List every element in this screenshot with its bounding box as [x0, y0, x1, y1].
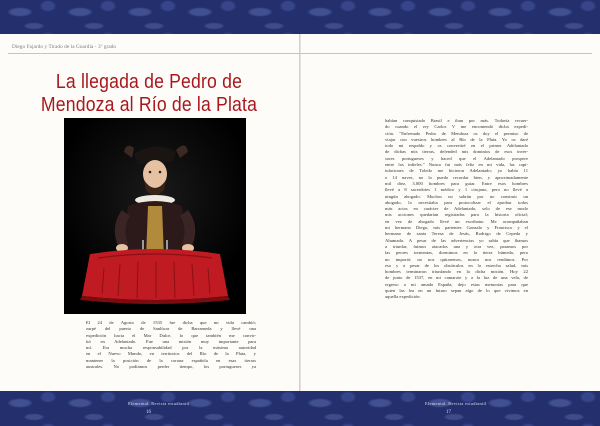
- text-line: entre los infieles." Nunca fui más feliz en mi vida, las capi-: [385, 162, 528, 168]
- text-line: expedición hacia el Mar Dulce, lo que también me convir-: [86, 332, 256, 338]
- page-number-left: 16: [146, 410, 151, 415]
- spine-gutter: [299, 34, 301, 391]
- title-line-2: Mendoza al Río de la Plata: [40, 93, 258, 116]
- text-line: quien las lea en un futuro sepan algo de lo que vivimos en: [385, 288, 528, 294]
- text-line: las peores tormentas, dormimos en la tierra húmeda, pero: [385, 250, 528, 256]
- text-line: abogado, lo necesitaba para protocolizar el aprobar todos: [385, 199, 528, 205]
- top-decorative-band: [0, 0, 600, 34]
- article-text-left-column: [86, 320, 256, 370]
- text-line: ningún abogado. Muchos no sabrán por no construir un: [385, 193, 528, 199]
- header-rule: [8, 53, 592, 54]
- puppet-illustration: [64, 118, 246, 314]
- text-line: habían conquistado Brasil e iban por más. Todavía recuer-: [385, 118, 528, 123]
- article-text-right-column: [385, 118, 528, 301]
- text-line: viajar con vuestros hombres al Río de la Plata. Yo os daré: [385, 136, 528, 142]
- running-head: Diego Fajardo y Tirado de la Guardia - 3º grado: [12, 44, 117, 50]
- text-line: de junio de 1537, en mi camarote y a la luz de una vela, de: [385, 275, 528, 281]
- text-line: a triunfar, fuimos atacados una y otra vez, pasamos por: [385, 243, 528, 249]
- article-title: [36, 70, 261, 116]
- text-line: aquella expedición.: [385, 294, 421, 300]
- text-line: llevé a 8 sacerdotes 1 médico y 1 cirujano, pero no llevé a: [385, 187, 528, 193]
- text-line: El 24 de Agosto de 1535 fue dicha que mi vida cambió;: [86, 320, 256, 325]
- text-line: en el Nuevo Mundo, en territorios del Río de la Plata, y: [86, 351, 256, 357]
- text-line: ción. "Enfrenado Pedro de Mendoza os doy el permiso de: [385, 130, 528, 136]
- text-line: eso y a pesar de los obstáculos en la estrecha salud, mis: [385, 262, 528, 268]
- text-line: hombres terminaron triunfando en la dicha misión. Hoy 22: [385, 269, 528, 275]
- text-line: o 14 naves, no lo puedo recordar bien, y aproximadamente: [385, 174, 528, 180]
- text-line: tulaciones de Toledo me hicieron Adelantado; yo había 11: [385, 168, 528, 174]
- text-line: mantener la posición de la corona española en esas tierras: [86, 357, 256, 363]
- text-line: zarpé del puerto de Sanlúcar de Barrameda y llevé una: [86, 326, 256, 332]
- text-line: hermano de santa Teresa de Jesús, Rodrigo de Cepeda y: [385, 231, 528, 237]
- text-line: do cuando el rey Carlos V me encomendó dicha expedi-: [385, 124, 528, 130]
- title-line-1: La llegada de Pedro de: [55, 70, 243, 93]
- text-line: más actos en carácter de Adelantado, solo de ese modo: [385, 206, 528, 212]
- text-line: en vez de abogado llevé un escribano. Me acompañaban: [385, 218, 528, 224]
- text-line: todo mi respaldo y os convertiré en el primer Adelantado: [385, 143, 528, 149]
- footer-magazine-left: Elemental. Revista estudiantil: [128, 401, 190, 406]
- bottom-decorative-band: [0, 391, 600, 426]
- text-line: Ahumada. A pesar de las advertencias yo sabía que íbamos: [385, 237, 528, 243]
- text-line: mi hermano Diego, mis parientes Gonzalo y Francisco y el: [385, 225, 528, 231]
- text-line: no importó; no nos quitaremos, nunca nos rendimos. Por: [385, 256, 528, 262]
- text-line: mil diez, 3.000 hombres para guiar. Entre esos hombres: [385, 180, 528, 186]
- footer-magazine-right: Elemental. Revista estudiantil: [425, 401, 487, 406]
- text-line: regreso a mi amada España, dejo estas memorias para que: [385, 281, 528, 287]
- text-line: australes. No podíamos perder tiempo, los portugueses ya: [86, 364, 256, 370]
- text-line: sores portugueses y haced que el Adelantado prospere: [385, 155, 528, 161]
- text-line: de dichas mis tierras, defended mis dominios de esos inver-: [385, 149, 528, 155]
- text-line: mis acciones quedarían registradas para la historia oficial;: [385, 212, 528, 218]
- puppet-stage-photo: [64, 118, 246, 314]
- text-line: mí. Era mucha responsabilidad por la máxima autoridad: [86, 345, 256, 351]
- text-line: tió en Adelantado. Fue una misión muy importante para: [86, 338, 256, 344]
- page-number-right: 17: [446, 410, 451, 415]
